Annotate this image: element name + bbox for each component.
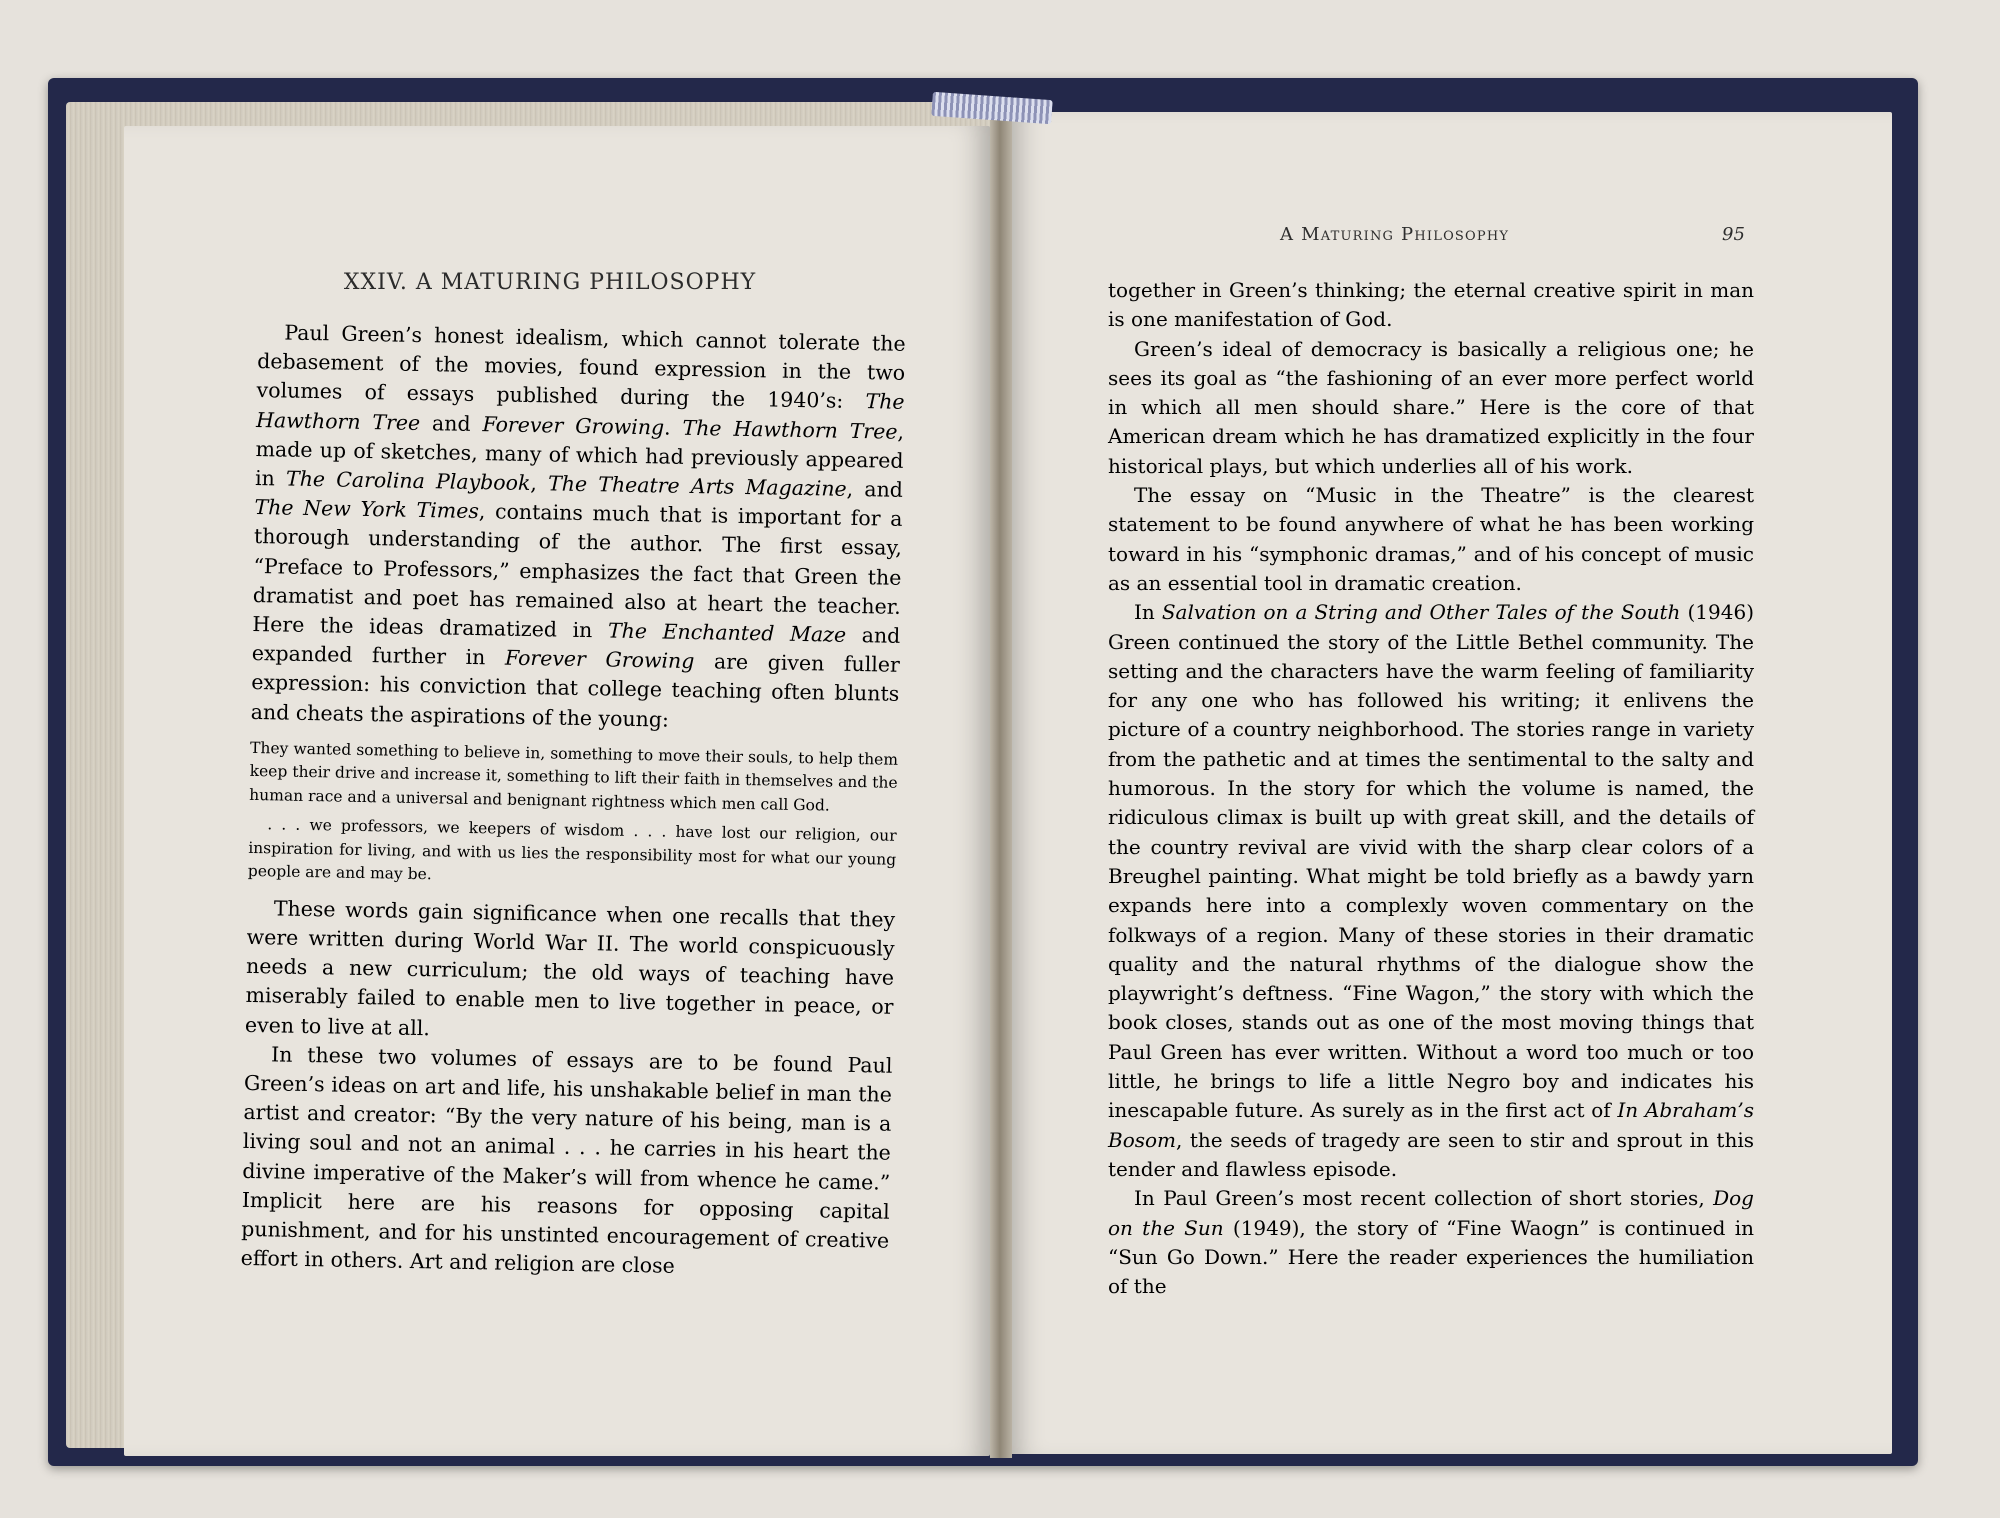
paragraph: The essay on “Music in the Theatre” is the clearest statement to be found anywhere of what he has been working toward in his “symphonic dramas,” and of his concept of music as an essential tool in dramatic creation.: [1108, 483, 1754, 595]
running-head: A Maturing Philosophy: [1280, 224, 1510, 245]
italic-title: The Hawthorn Tree: [682, 415, 898, 444]
block-quote: [248, 737, 899, 896]
italic-title: The Carolina Playbook: [285, 466, 531, 496]
italic-title: Dog on the Sun: [1108, 1186, 1754, 1240]
italic-title: In Abraham’s Bosom: [1108, 1098, 1754, 1152]
paragraph: together in Green’s thinking; the eternal creative spirit in man is one manifestation of God.: [1108, 278, 1754, 332]
book-gutter: [990, 104, 1012, 1458]
italic-title: The Theatre Arts Magazine: [547, 471, 847, 501]
paragraph: Paul Green’s honest idealism, which cannot tolerate the debasement of the movies, found expression in the two volumes of essays published during the 1940’s: The Hawthorn Tree and Forever Growing. The Hawthorn Tree, made up of sketches, many of which had previously appeared in The Carolina Playbook, The Theatre Arts Magazine, and The New York Times, contains much that is important for a thorough understanding of the author. The first essay, “Preface to Professors,” emphasizes the fact that Green the dramatist and poet has remained also at heart the teacher. Here the ideas dramatized in The Enchanted Maze and expanded further in Forever Growing are given fuller expression: his conviction that college teaching often blunts and cheats the aspirations of the young:: [250, 320, 906, 732]
page-number: 95: [1722, 224, 1745, 245]
paragraph: In these two volumes of essays are to be found Paul Green’s ideas on art and life, his unshakable belief in man the artist and creator: “By the very nature of his being, man is a living soul and not an animal . . . he carries in his heart the divine imperative of the Maker’s will from whence he came.” Implicit here are his reasons for opposing capital punishment, and for his unstinted encouragement of creative effort in others. Art and religion are close: [240, 1042, 893, 1279]
chapter-title: XXIV. A MATURING PHILOSOPHY: [343, 270, 757, 295]
paragraph: In Paul Green’s most recent collection of short stories, Dog on the Sun (1949), the story of “Fine Waogn” is continued in “Sun Go Down.” Here the reader experiences the humiliation of the: [1108, 1186, 1755, 1299]
paragraph: In Salvation on a String and Other Tales of the South (1946) Green continued the story of the Little Bethel community. The setting and the characters have the warm feeling of familiarity for any one who has followed his writing; it enlivens the picture of a country neighborhood. The stories range in variety from the pathetic and at times the sentimental to the salty and humorous. In the story for which the volume is named, the ridiculous climax is built up with great skill, and the details of the country revival are vivid with the sharp clear colors of a Breughel painting. What might be told briefly as a bawdy yarn expands here into a complexly woven commentary on the folkways of a region. Many of these stories in their dramatic quality and the natural rhythms of the dialogue show the playwright’s deftness. “Fine Wagon,” the story with which the book closes, stands out as one of the most moving things that Paul Green has ever written. Without a word too much or too little, he brings to life a little Negro boy and indicates his inescapable future. As surely as in the first act of In Abraham’s Bosom, the seeds of tragedy are seen to stir and sprout in this tender and flawless episode.: [1108, 600, 1754, 1181]
italic-title: The New York Times: [254, 495, 480, 524]
quote-paragraph: . . . we professors, we keepers of wisdom . . . have lost our religion, our inspiration for living, and with us lies the responsibility most for what our young people are and may be.: [247, 815, 897, 884]
paragraph: Green’s ideal of democracy is basically a religious one; he sees its goal as “the fashioning of an ever more perfect world in which all men should share.” Here is the core of that American dream which he has dramatized explicitly in the four historical plays, but which underlies all of his work.: [1108, 336, 1754, 478]
left-page-text: [240, 318, 905, 1285]
italic-title: Forever Growing: [504, 645, 695, 674]
italic-title: The Hawthorn Tree: [255, 389, 905, 435]
right-page-text: [1108, 276, 1754, 1301]
italic-title: The Enchanted Maze: [607, 618, 847, 647]
italic-title: Salvation on a String and Other Tales of the South: [1161, 600, 1681, 625]
paragraph: These words gain significance when one recalls that they were written during World War II. The world conspicuously needs a new curriculum; the old ways of teaching have miserably failed to enable men to live together in peace, or even to live at all.: [244, 896, 896, 1040]
italic-title: Forever Growing: [482, 411, 665, 440]
quote-paragraph: They wanted something to believe in, something to move their souls, to help them keep their drive and increase it, something to lift their faith in themselves and the human race and a universal and benignant rightness which men call God.: [249, 738, 899, 815]
